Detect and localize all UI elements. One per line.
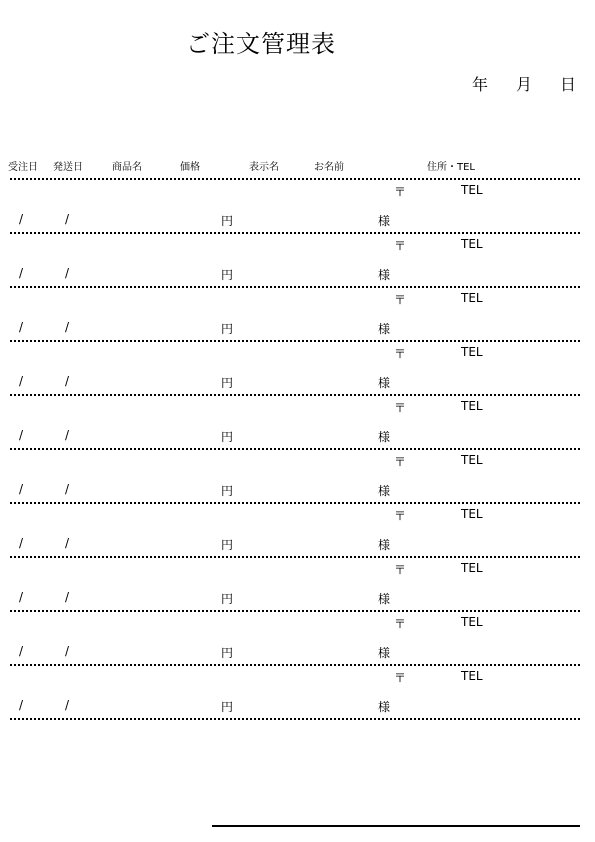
yen-label: 円	[221, 214, 234, 228]
yen-label: 円	[221, 538, 234, 552]
date-separator: /	[19, 698, 24, 712]
date-separator: /	[65, 428, 70, 442]
honorific-label: 様	[378, 322, 391, 336]
tel-label: TEL	[461, 669, 483, 683]
date-separator: /	[65, 482, 70, 496]
page-title: ご注文管理表	[186, 30, 336, 58]
date-separator: /	[65, 212, 70, 226]
tel-label: TEL	[461, 291, 483, 305]
tel-label: TEL	[461, 237, 483, 251]
row-separator	[10, 718, 580, 720]
postal-mark: 〒	[394, 347, 407, 361]
honorific-label: 様	[378, 376, 391, 390]
postal-mark: 〒	[394, 455, 407, 469]
table-row	[0, 234, 595, 288]
postal-mark: 〒	[394, 239, 407, 253]
header-address-tel: 住所・TEL	[427, 162, 475, 173]
honorific-label: 様	[378, 538, 391, 552]
table-row	[0, 396, 595, 450]
date-line	[470, 72, 580, 94]
day-label: 日	[560, 75, 577, 94]
postal-mark: 〒	[394, 401, 407, 415]
tel-label: TEL	[461, 399, 483, 413]
tel-label: TEL	[461, 183, 483, 197]
date-separator: /	[65, 320, 70, 334]
date-separator: /	[65, 644, 70, 658]
yen-label: 円	[221, 592, 234, 606]
date-separator: /	[65, 266, 70, 280]
honorific-label: 様	[378, 430, 391, 444]
table-row	[0, 180, 595, 234]
date-separator: /	[65, 536, 70, 550]
table-row	[0, 342, 595, 396]
table-row	[0, 666, 595, 720]
table-row	[0, 288, 595, 342]
yen-label: 円	[221, 700, 234, 714]
year-label: 年	[472, 75, 489, 94]
honorific-label: 様	[378, 268, 391, 282]
honorific-label: 様	[378, 700, 391, 714]
header-order-date: 受注日	[8, 162, 38, 173]
postal-mark: 〒	[394, 671, 407, 685]
header-price: 価格	[180, 162, 200, 173]
honorific-label: 様	[378, 484, 391, 498]
date-separator: /	[19, 320, 24, 334]
honorific-label: 様	[378, 592, 391, 606]
date-separator: /	[19, 536, 24, 550]
postal-mark: 〒	[394, 185, 407, 199]
yen-label: 円	[221, 268, 234, 282]
table-row	[0, 450, 595, 504]
header-product: 商品名	[112, 162, 142, 173]
month-label: 月	[516, 75, 533, 94]
tel-label: TEL	[461, 507, 483, 521]
yen-label: 円	[221, 376, 234, 390]
tel-label: TEL	[461, 615, 483, 629]
postal-mark: 〒	[394, 563, 407, 577]
date-separator: /	[65, 698, 70, 712]
header-ship-date: 発送日	[53, 162, 83, 173]
postal-mark: 〒	[394, 509, 407, 523]
tel-label: TEL	[461, 561, 483, 575]
date-separator: /	[65, 374, 70, 388]
table-row	[0, 612, 595, 666]
postal-mark: 〒	[394, 617, 407, 631]
date-separator: /	[19, 482, 24, 496]
date-separator: /	[65, 590, 70, 604]
tel-label: TEL	[461, 345, 483, 359]
yen-label: 円	[221, 430, 234, 444]
postal-mark: 〒	[394, 293, 407, 307]
date-separator: /	[19, 212, 24, 226]
date-separator: /	[19, 590, 24, 604]
yen-label: 円	[221, 322, 234, 336]
header-display-name: 表示名	[249, 162, 279, 173]
honorific-label: 様	[378, 646, 391, 660]
signature-line	[212, 825, 580, 827]
date-separator: /	[19, 266, 24, 280]
date-separator: /	[19, 374, 24, 388]
yen-label: 円	[221, 484, 234, 498]
tel-label: TEL	[461, 453, 483, 467]
table-row	[0, 504, 595, 558]
table-row	[0, 558, 595, 612]
honorific-label: 様	[378, 214, 391, 228]
yen-label: 円	[221, 646, 234, 660]
date-separator: /	[19, 428, 24, 442]
header-customer: お名前	[314, 162, 344, 173]
date-separator: /	[19, 644, 24, 658]
